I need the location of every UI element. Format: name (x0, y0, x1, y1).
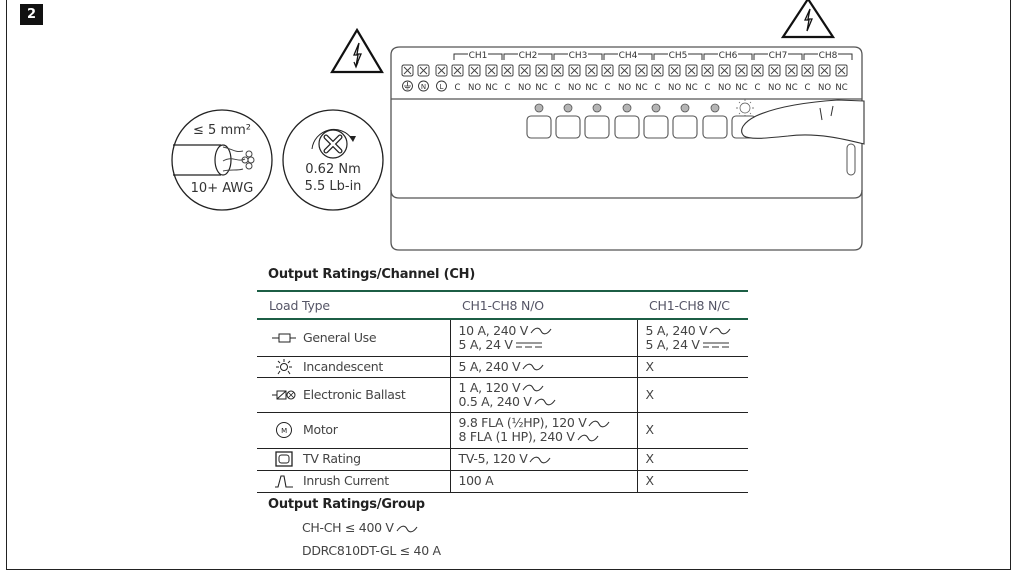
rating-value: 0.5 A, 240 V (458, 393, 532, 409)
group-rating-value: CH-CH ≤ 400 V (302, 520, 394, 535)
rating-value: 5 A, 240 V (645, 322, 708, 338)
dc-symbol-icon (515, 341, 543, 349)
rating-value: 8 FLA (1 HP), 240 V (458, 429, 575, 444)
ac-symbol-icon (534, 398, 556, 406)
group-ratings-title: Output Ratings/Group (268, 497, 425, 512)
rating-value: 5 A, 24 V (645, 336, 700, 352)
ac-symbol-icon (529, 456, 551, 464)
motor-icon (269, 421, 299, 439)
electronic-ballast-icon (269, 389, 299, 401)
step-number-badge: 2 (20, 4, 43, 25)
svg-text:C: C (654, 83, 661, 93)
general-use-icon (269, 332, 299, 344)
svg-text:C: C (504, 83, 511, 93)
svg-text:NC: NC (685, 83, 698, 93)
channel-label-ch7: CH7 (768, 51, 788, 61)
channel-label-ch3: CH3 (568, 51, 588, 61)
table-row (257, 448, 748, 470)
channel-label-ch6: CH6 (718, 51, 738, 61)
svg-text:NO: NO (517, 83, 532, 93)
svg-text:NO: NO (717, 83, 732, 93)
rating-value: 1 A, 120 V (458, 379, 521, 395)
svg-text:C: C (554, 83, 561, 93)
rating-value: X (645, 473, 654, 488)
rating-value: X (645, 386, 654, 402)
inrush-current-icon (269, 474, 299, 488)
channel-ratings-table (257, 290, 748, 493)
svg-text:C: C (804, 83, 811, 93)
header-nc: CH1-CH8 N/C (637, 291, 748, 319)
channel-label-ch8: CH8 (818, 51, 838, 61)
ac-symbol-icon (396, 525, 418, 533)
channel-ratings-title: Output Ratings/Channel (CH) (268, 267, 476, 282)
ac-symbol-icon (588, 420, 610, 428)
tv-rating-icon (269, 451, 299, 467)
rating-value: 5 A, 24 V (458, 336, 513, 352)
load-type-label: General Use (303, 329, 377, 345)
group-rating-value: DDRC810DT-GL ≤ 40 A (302, 543, 441, 558)
torque-imperial: 5.5 Lb-in (304, 179, 362, 194)
svg-text:C: C (754, 83, 761, 93)
ac-symbol-icon (709, 327, 731, 335)
rating-value: X (645, 358, 654, 374)
svg-text:NC: NC (535, 83, 548, 93)
group-rating-line (302, 520, 418, 535)
svg-text:L: L (439, 83, 444, 91)
load-type-label: Electronic Ballast (303, 386, 406, 402)
rating-value: 100 A (458, 473, 494, 488)
svg-text:NO: NO (667, 83, 682, 93)
ac-symbol-icon (522, 384, 544, 392)
wire-gauge: 10+ AWG (190, 181, 254, 196)
rating-value: X (645, 422, 654, 437)
header-no: CH1-CH8 N/O (450, 291, 637, 319)
svg-text:C: C (454, 83, 461, 93)
rating-value: X (645, 451, 654, 466)
rating-value: 9.8 FLA (½HP), 120 V (458, 415, 587, 430)
header-load-type: Load Type (257, 291, 450, 319)
svg-text:NC: NC (585, 83, 598, 93)
load-type-label: TV Rating (303, 451, 361, 466)
rating-value: TV-5, 120 V (458, 451, 528, 466)
relay-controller-diagram (388, 44, 878, 254)
torque-spec-badge (282, 109, 384, 211)
rating-value: 5 A, 240 V (458, 358, 521, 374)
table-row (257, 356, 748, 377)
wire-cross-section: ≤ 5 mm² (193, 123, 251, 138)
svg-text:NC: NC (735, 83, 748, 93)
channel-label-ch4: CH4 (618, 51, 638, 61)
svg-text:NO: NO (817, 83, 832, 93)
channel-label-ch5: CH5 (668, 51, 688, 61)
channel-label-ch1: CH1 (468, 51, 488, 61)
svg-text:NC: NC (485, 83, 498, 93)
dc-symbol-icon (702, 341, 730, 349)
table-row (257, 412, 748, 448)
svg-text:NO: NO (567, 83, 582, 93)
load-type-label: Motor (303, 422, 338, 437)
svg-text:C: C (704, 83, 711, 93)
screw-torque-icon (282, 109, 384, 211)
svg-text:N: N (420, 83, 427, 91)
svg-text:NO: NO (617, 83, 632, 93)
table-header-row (257, 291, 748, 319)
table-row (257, 319, 748, 356)
table-row (257, 377, 748, 412)
svg-text:NC: NC (785, 83, 798, 93)
group-rating-line (302, 543, 441, 558)
svg-text:NO: NO (767, 83, 782, 93)
ac-symbol-icon (522, 363, 544, 371)
svg-text:NC: NC (835, 83, 848, 93)
table-row (257, 470, 748, 492)
svg-text:NC: NC (635, 83, 648, 93)
high-voltage-warning-icon-2 (781, 0, 835, 41)
svg-text:M: M (281, 427, 287, 435)
incandescent-icon (269, 359, 299, 375)
channel-label-ch2: CH2 (518, 51, 538, 61)
torque-metric: 0.62 Nm (305, 162, 361, 177)
load-type-label: Incandescent (303, 358, 383, 374)
svg-text:C: C (604, 83, 611, 93)
rating-value: 10 A, 240 V (458, 322, 528, 338)
load-type-label: Inrush Current (303, 473, 389, 488)
svg-text:NO: NO (467, 83, 482, 93)
ac-symbol-icon (530, 327, 552, 335)
wire-spec-badge (171, 109, 273, 211)
high-voltage-warning-icon (330, 28, 384, 74)
ac-symbol-icon (577, 434, 599, 442)
